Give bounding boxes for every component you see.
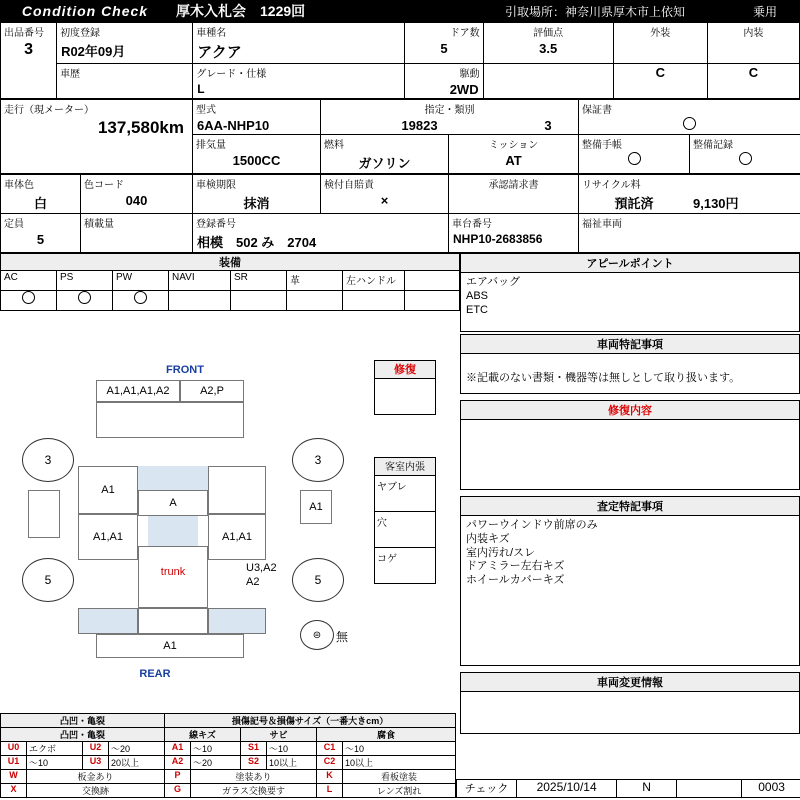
- check-date: 2025/10/14: [517, 780, 617, 798]
- frame-value: NHP10-2683856: [453, 232, 543, 246]
- type-cell: 型式 6AA-NHP10: [193, 100, 321, 135]
- rear-label: REAR: [139, 668, 171, 680]
- vehicle-info-table: [0, 22, 800, 99]
- mark-center: A: [138, 490, 208, 516]
- interior-title: 客室内張: [375, 458, 436, 476]
- interior-box: [374, 457, 436, 584]
- right-front-panel: [208, 466, 266, 514]
- legend-key-c2: C2: [317, 756, 343, 770]
- appeal-line-3: ETC: [466, 303, 488, 316]
- appeal-line-1: エアバッグ: [466, 276, 521, 288]
- legend-key-s1: S1: [241, 742, 267, 756]
- equip-check-blank: [405, 291, 460, 311]
- rating-blank-cell: [483, 64, 613, 99]
- legend-txt-l: レンズ割れ: [343, 784, 456, 798]
- appraisal-line-1: パワーウインドウ前席のみ: [466, 519, 598, 531]
- windshield: [138, 466, 208, 490]
- legend-txt-x: 交換跡: [27, 784, 165, 798]
- equipment-table: [0, 270, 460, 311]
- wheel-rear-right: 5: [292, 558, 344, 602]
- appraisal-line-5: ホイールカバーキズ: [466, 574, 565, 586]
- equip-label-pw: PW: [113, 271, 169, 291]
- recycle-status: 預託済: [614, 196, 654, 211]
- design-cell: 指定・類別 19823 3: [321, 100, 579, 135]
- legend-head-rust: サビ: [241, 728, 317, 742]
- mark-right-rear: A1,A1: [208, 514, 266, 560]
- drive-cell: 駆動 2WD: [405, 64, 483, 99]
- history-cell: 車歴: [57, 64, 193, 99]
- page-no: 0003: [742, 780, 800, 798]
- first-reg-cell: 初度登録 R02年09月: [57, 23, 193, 64]
- fuel-cell: 燃料 ガソリン: [321, 135, 449, 174]
- repair-interior-column: [370, 332, 460, 734]
- design-2: 3: [544, 118, 552, 133]
- spare-tire-icon: ⊜: [300, 620, 334, 650]
- wheel-rear-left: 5: [22, 558, 74, 602]
- vehicle-category: 乗用: [752, 4, 777, 19]
- equip-label-blank: [405, 271, 460, 291]
- rear-center-panel: [138, 608, 208, 634]
- maint-record-circle: [739, 152, 752, 165]
- legend-key-a2: A2: [165, 756, 191, 770]
- mission-cell: ミッション AT: [449, 135, 579, 174]
- legend-key-x: X: [1, 784, 27, 798]
- legend-txt-a2: 〜20: [191, 756, 241, 770]
- inspect-value: 抹消: [243, 196, 270, 211]
- mark-left-rear: A1,A1: [78, 514, 138, 560]
- appeal-line-2: ABS: [466, 289, 489, 302]
- legend-txt-g: ガラス交換要す: [191, 784, 317, 798]
- color-code-cell: 色コード 040: [81, 175, 193, 214]
- recycle-amount: 9,130円: [693, 196, 739, 211]
- legend-key-u2: U2: [83, 742, 109, 756]
- equip-label-navi: NAVI: [169, 271, 231, 291]
- auction-title: 厚木入札会 1229回: [176, 3, 306, 19]
- damage-diagram: [0, 332, 370, 734]
- color-value: 白: [33, 196, 47, 211]
- trunk-label: trunk: [160, 566, 186, 578]
- legend-key-l: L: [317, 784, 343, 798]
- check-label: チェック: [457, 780, 517, 798]
- legend-head-dent-2: 凸凹・亀裂: [1, 728, 165, 742]
- reg-no-cell: 登録番号 相模 502 み 2704: [193, 214, 449, 253]
- fuel-value: ガソリン: [358, 156, 411, 171]
- rear-left-shade: [78, 608, 138, 634]
- appraisal-line-2: 内装キズ: [466, 532, 510, 545]
- wheel-front-left: 3: [22, 438, 74, 482]
- jibaiseki-value: ×: [380, 193, 389, 208]
- recycle-cell: リサイクル料 預託済 9,130円: [579, 175, 800, 214]
- load-cell: 積載量: [81, 214, 193, 253]
- rating-value: 3.5: [539, 41, 558, 56]
- notes-panel: [460, 334, 800, 394]
- right-panels: [460, 332, 800, 734]
- appeal-body: [461, 273, 799, 320]
- maint-book-cell: 整備手帳: [579, 135, 690, 174]
- equip-label-leather: 革: [287, 271, 343, 291]
- mark-left-front: A1: [78, 466, 138, 514]
- equip-label-ac: AC: [1, 271, 57, 291]
- equip-label-sr: SR: [231, 271, 287, 291]
- exterior-label-cell: 外装: [613, 23, 707, 64]
- welfare-cell: 福祉車両: [579, 214, 800, 253]
- reg-no-value: 相模 502 み 2704: [197, 235, 317, 250]
- legend-txt-p: 塗装あり: [191, 770, 317, 784]
- mark-roof-top-left: A1,A1,A1,A2: [96, 380, 180, 402]
- doors-cell: ドア数 5: [405, 23, 483, 64]
- legend-head-corrosion: 腐食: [317, 728, 456, 742]
- legend-txt-a1: 〜10: [191, 742, 241, 756]
- model-name-value: アクア: [197, 44, 242, 61]
- change-info-body: [461, 692, 799, 698]
- appraisal-line-4: ドアミラー左右キズ: [466, 560, 565, 573]
- doors-value: 5: [440, 41, 448, 56]
- header-bar: [0, 0, 800, 22]
- lot-no-cell: 出品番号 3: [1, 23, 57, 99]
- equip-check-leather: [287, 291, 343, 311]
- mark-rear-right-2: A2: [246, 576, 260, 588]
- check-flag: N: [617, 780, 677, 798]
- interior-row-3: コゲ: [375, 548, 436, 584]
- grade-value: L: [197, 82, 205, 96]
- displacement-value: 1500CC: [232, 153, 281, 168]
- registration-table: [0, 174, 800, 253]
- repair-title: 修復: [375, 361, 436, 379]
- legend-key-g: G: [165, 784, 191, 798]
- rating-cell: 評価点 3.5: [483, 23, 613, 64]
- appraisal-body: [461, 516, 799, 591]
- mark-rear-right-1: U3,A2: [246, 562, 277, 574]
- color-code-value: 040: [125, 193, 148, 208]
- equip-check-sr: [231, 291, 287, 311]
- repair-detail-panel: [460, 400, 800, 490]
- type-value: 6AA-NHP10: [197, 118, 270, 133]
- legend-key-s2: S2: [241, 756, 267, 770]
- seats-value: 5: [36, 232, 45, 247]
- legend-key-c1: C1: [317, 742, 343, 756]
- legend-key-u3: U3: [83, 756, 109, 770]
- model-name-cell: 車種名 アクア: [193, 23, 405, 64]
- displacement-cell: 排気量 1500CC: [193, 135, 321, 174]
- repair-box: [374, 360, 436, 415]
- welfare-value: [579, 231, 800, 248]
- frame-cell: 車台番号 NHP10-2683856: [449, 214, 579, 253]
- brand-title: Condition Check: [21, 3, 149, 19]
- legend-key-w: W: [1, 770, 27, 784]
- legend-txt-c2: 10以上: [343, 756, 456, 770]
- repair-detail-title: 修復内容: [461, 401, 799, 420]
- legend-txt-u2: 〜20: [109, 742, 165, 756]
- equip-check-ac: [1, 291, 57, 311]
- rear-right-shade: [208, 608, 266, 634]
- footer-blank: [677, 780, 742, 798]
- legend-key-p: P: [165, 770, 191, 784]
- equipment-title: 装備: [0, 253, 460, 270]
- appraisal-title: 査定特記事項: [461, 497, 799, 516]
- legend-txt-u3: 20以上: [109, 756, 165, 770]
- repair-value: [375, 379, 436, 415]
- legend-txt-c1: 〜10: [343, 742, 456, 756]
- left-side-strip: [28, 490, 60, 538]
- mission-value: AT: [505, 153, 522, 168]
- interior-value-cell: C: [707, 64, 799, 99]
- jibaiseki-cell: 検付自賠責 ×: [321, 175, 449, 214]
- appeal-panel: [460, 253, 800, 332]
- footer-table: [456, 779, 800, 798]
- legend-key-u0: U0: [1, 742, 27, 756]
- mark-rear-bottom: A1: [96, 634, 244, 658]
- legend-txt-w: 板金あり: [27, 770, 165, 784]
- notes-body: ※記載のない書類・機器等は無しとして取り扱います。: [466, 372, 741, 384]
- interior-row-1: ヤブレ: [375, 476, 436, 512]
- damage-legend: [0, 713, 456, 798]
- hood-panel: [96, 402, 244, 438]
- warranty-circle: [683, 117, 696, 130]
- warranty-cell: 保証書: [579, 100, 800, 135]
- first-reg-value: R02年09月: [61, 44, 126, 59]
- exterior-value-cell: C: [613, 64, 707, 99]
- legend-head-dent: 凸凹・亀裂: [1, 714, 165, 728]
- equip-label-ps: PS: [57, 271, 113, 291]
- legend-txt-s1: 〜10: [267, 742, 317, 756]
- interior-row-2: 穴: [375, 512, 436, 548]
- equip-check-lhd: [343, 291, 405, 311]
- legend-key-k: K: [317, 770, 343, 784]
- approval-cell: 承認請求書: [449, 175, 579, 214]
- mileage-value: 137,580km: [97, 118, 184, 137]
- maint-record-cell: 整備記録: [690, 135, 800, 174]
- mark-roof-top-right: A2,P: [180, 380, 244, 402]
- appeal-title: アピールポイント: [461, 254, 799, 273]
- wheel-front-right: 3: [292, 438, 344, 482]
- legend-title: 損傷記号＆損傷サイズ（一番大きcm）: [165, 714, 456, 728]
- color-cell: 車体色 白: [1, 175, 81, 214]
- interior-label-cell: 内装: [707, 23, 799, 64]
- equip-label-lhd: 左ハンドル: [343, 271, 405, 291]
- pickup-place: 引取場所：神奈川県厚木市上依知: [504, 4, 685, 19]
- history-value: [57, 81, 192, 98]
- legend-txt-u0: エクボ: [27, 742, 83, 756]
- change-info-title: 車両変更情報: [461, 673, 799, 692]
- legend-txt-s2: 10以上: [267, 756, 317, 770]
- mileage-cell: 走行（現メーター） 137,580km: [1, 100, 193, 174]
- maint-book-circle: [628, 152, 641, 165]
- lot-no-value: 3: [24, 41, 33, 58]
- drive-value: 2WD: [449, 82, 479, 97]
- cabin-shade: [148, 516, 198, 546]
- spare-tire-label: 無: [336, 630, 349, 644]
- legend-txt-k: 看板塗装: [343, 770, 456, 784]
- legend-key-a1: A1: [165, 742, 191, 756]
- design-1: 19823: [401, 118, 438, 133]
- spec-table: [0, 99, 800, 174]
- mark-right-mid: A1: [300, 490, 332, 524]
- repair-detail-body: [461, 420, 799, 426]
- legend-head-scratch: 線キズ: [165, 728, 241, 742]
- equip-check-ps: [57, 291, 113, 311]
- equip-check-navi: [169, 291, 231, 311]
- inspect-cell: 車検期限 抹消: [193, 175, 321, 214]
- equip-check-pw: [113, 291, 169, 311]
- legend-key-u1: U1: [1, 756, 27, 770]
- front-label: FRONT: [166, 364, 204, 376]
- bottom-area: [0, 713, 800, 798]
- legend-txt-u1: 〜10: [27, 756, 83, 770]
- load-value: [81, 231, 192, 248]
- equipment-panel: [0, 253, 460, 332]
- grade-cell: グレード・仕様 L: [193, 64, 405, 99]
- notes-title: 車両特記事項: [461, 335, 799, 354]
- appraisal-line-3: 室内汚れ/スレ: [466, 546, 536, 559]
- seats-cell: 定員 5: [1, 214, 81, 253]
- appraisal-panel: [460, 496, 800, 666]
